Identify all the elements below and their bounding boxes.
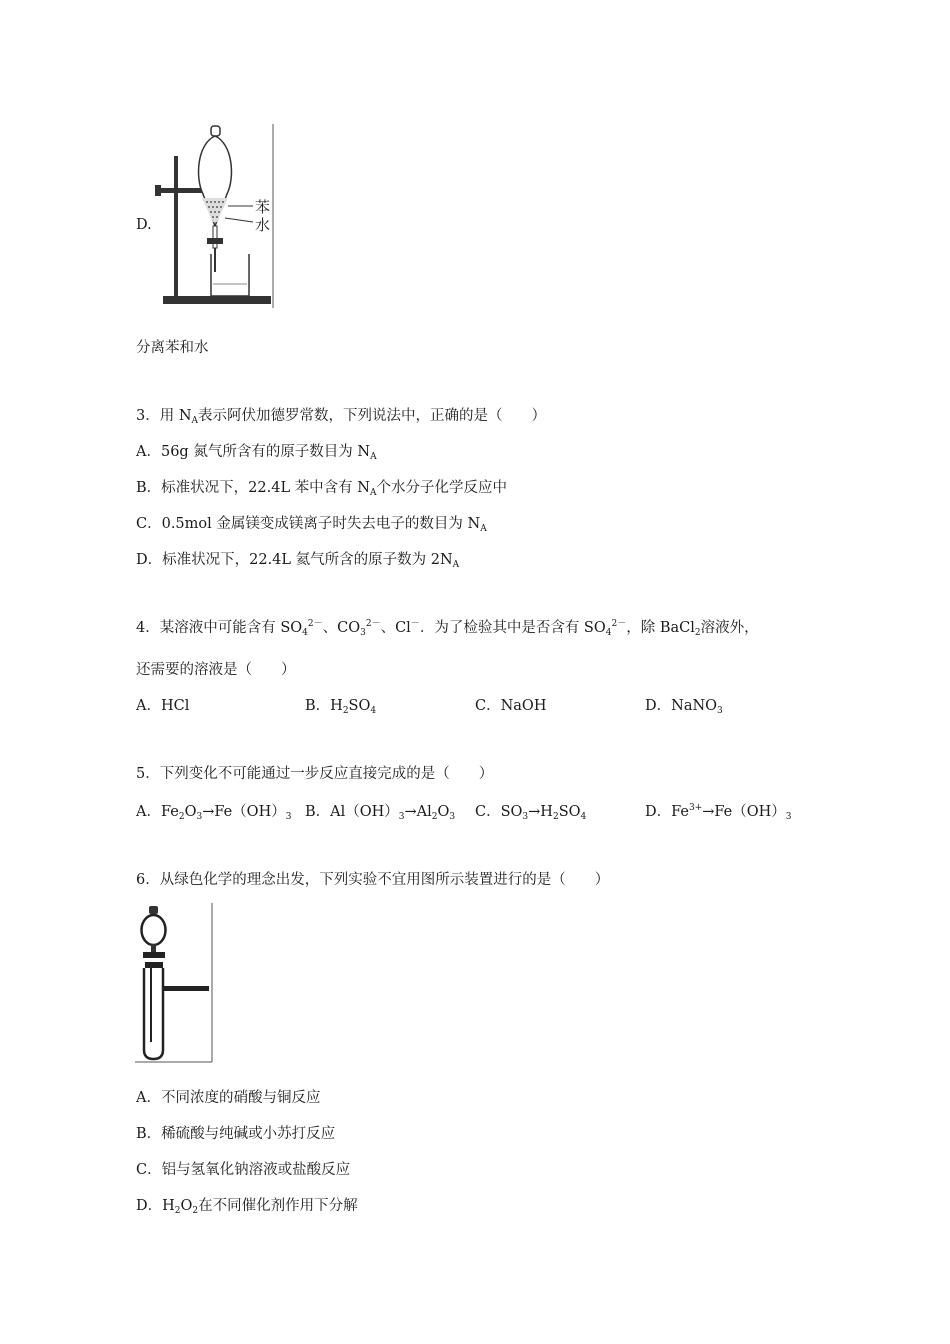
q5-option-d: D．$Fe^{3+}\to Fe(OH)_3$ xyxy=(645,803,792,822)
q2-caption: 分离苯和水 xyxy=(136,340,209,356)
q3-option-d: D．标准状况下，22.4L 氦气所含的原子数为 $2N_A$ xyxy=(136,552,460,570)
gas-generator-figure xyxy=(134,902,216,1064)
figure-label-benzene: 苯 xyxy=(255,198,271,216)
q5-option-a: A．$Fe_2O_3\to Fe(OH)_3$ xyxy=(136,804,292,822)
q6-stem: 6．从绿色化学的理念出发，下列实验不宜用图所示装置进行的是（ ） xyxy=(136,872,610,888)
q5-option-b: B．$Al(OH)_3\to Al_2O_3$ xyxy=(305,804,456,822)
q2-option-d-label: D. xyxy=(136,217,152,233)
q6-option-d: D．$H_2O_2$在不同催化剂作用下分解 xyxy=(136,1198,358,1216)
q4-option-b: B．$H_2SO_4$ xyxy=(305,698,377,716)
q4-stem-line1: 4．某溶液中可能含有 $SO_4^{2-}$、$CO_3^{2-}$、Cl－．为了检验其中是否含有 $SO_4^{2-}$，除 BaCl$_2$溶液外， xyxy=(136,619,759,638)
q4-option-c: C．NaOH xyxy=(475,698,547,714)
figure-label-water: 水 xyxy=(255,216,271,234)
q3-option-a: A．56g 氮气所含有的原子数目为 $N_A$ xyxy=(136,444,377,462)
q5-stem: 5．下列变化不可能通过一步反应直接完成的是（ ） xyxy=(136,766,494,782)
q4-option-a: A．HCl xyxy=(136,698,190,714)
q4-option-d: D．NaNO$_3$ xyxy=(645,698,723,716)
q6-option-c: C．铝与氢氧化钠溶液或盐酸反应 xyxy=(136,1162,351,1178)
q3-option-c: C．0.5mol 金属镁变成镁离子时失去电子的数目为 $N_A$ xyxy=(136,516,487,534)
q6-option-a: A．不同浓度的硝酸与铜反应 xyxy=(136,1090,321,1106)
q6-option-b: B．稀硫酸与纯碱或小苏打反应 xyxy=(136,1126,336,1142)
q4-stem-line2: 还需要的溶液是（ ） xyxy=(136,662,296,678)
q3-option-b: B．标准状况下，22.4L 苯中含有 $N_A$个水分子化学反应中 xyxy=(136,480,507,498)
q3-stem: 3．用 $N_A$表示阿伏加德罗常数，下列说法中，正确的是（ ） xyxy=(136,408,547,426)
q5-option-c: C．$SO_3\to H_2SO_4$ xyxy=(475,804,587,822)
separatory-funnel-figure xyxy=(155,122,280,310)
